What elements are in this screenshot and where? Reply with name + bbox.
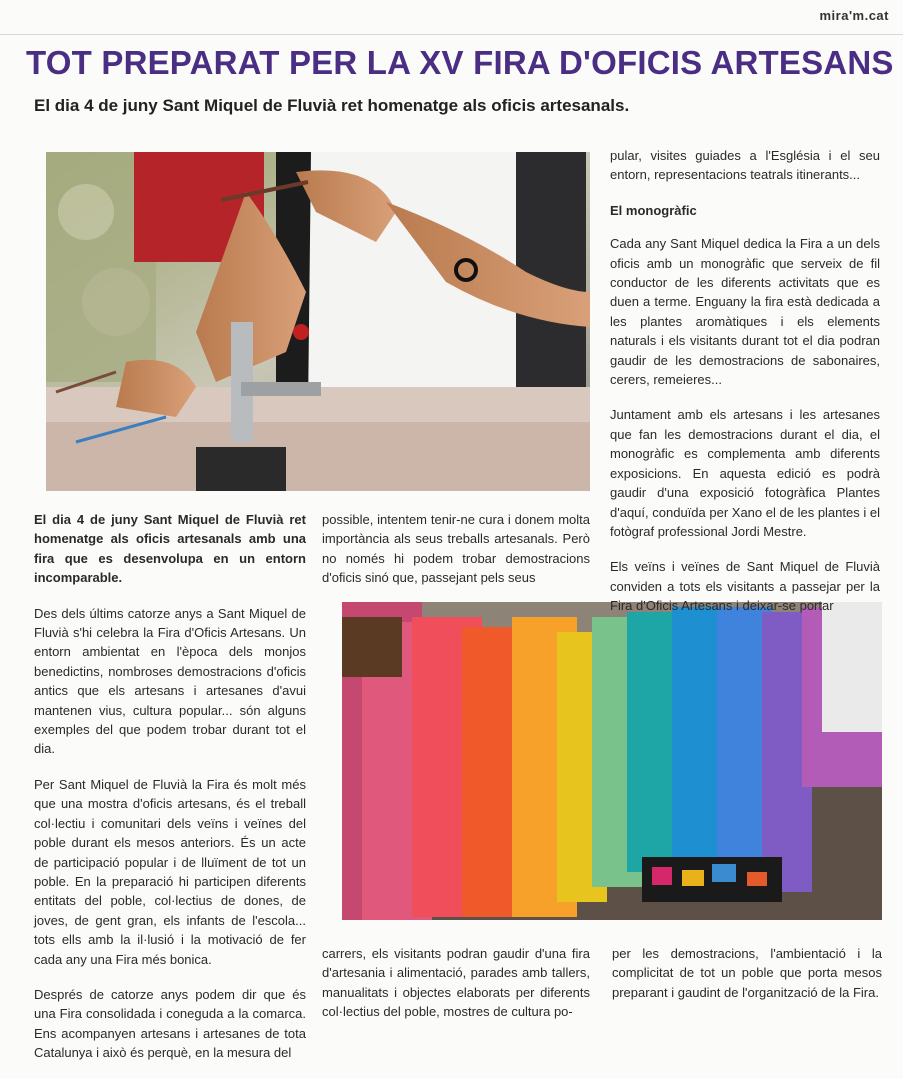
header-divider — [0, 34, 903, 35]
artisan-photo — [46, 152, 590, 491]
column-right-top — [610, 146, 880, 632]
body-paragraph: Juntament amb els artesans i les artesanes que fan les demostracions durant el dia, el monogràfic es complementa amb diferents exposicions. En aquesta edició es podrà gaudir d'una exposició fotogràfica Plantes d'aquí, conduïda per Xano el de les plantes i el fotògraf professional Jordi Mestre. — [610, 407, 880, 539]
body-paragraph: Després de catorze anys podem dir que és una Fira consolidada i coneguda a la comarca. Ens acompanyen artesans i artesanes de tota Catalunya i això és perquè, en la mesura del — [34, 986, 306, 1061]
column-right-bottom — [612, 944, 882, 1018]
article-title: TOT PREPARAT PER LA XV FIRA D'OFICIS ARTESANS — [26, 44, 894, 81]
body-paragraph: carrers, els visitants podran gaudir d'una fira d'artesania i alimentació, parades amb tallers, manualitats i objectes elaborats per diferents col·lectius del poble, mostres de cultura po- — [322, 946, 590, 1020]
column-left — [34, 510, 306, 1079]
body-paragraph: Els veïns i veïnes de Sant Miquel de Fluvià conviden a tots els visitants a passejar per la Fira d'Oficis Artesans i deixar-se portar — [610, 559, 880, 614]
article-subtitle: El dia 4 de juny Sant Miquel de Fluvià ret homenatge als oficis artesanals. — [34, 96, 630, 115]
body-paragraph: Des dels últims catorze anys a Sant Miquel de Fluvià s'hi celebra la Fira d'Oficis Artesans. Un entorn ambientat en l'època dels monjos benedictins, nombroses demostracions d'oficis antics que els artesans i artesanes d'avui mantenen vius, cultura popular... són alguns exemples del que podem trobar durant tot el dia. — [34, 605, 306, 757]
scarves-photo — [342, 602, 882, 920]
lead-paragraph: El dia 4 de juny Sant Miquel de Fluvià ret homenatge als oficis artesanals amb una fira que es desenvolupa en un entorn incomparable. — [34, 512, 306, 586]
column-middle-top — [322, 510, 590, 604]
body-paragraph: Cada any Sant Miquel dedica la Fira a un dels oficis amb un monogràfic que serveix de fil conductor de les diferents activitats que es duen a terme. Enguany la fira està dedicada a les plantes aromàtiques i els elements naturals i els visitants durant tot el dia podran gaudir de les demostracions de sabonaires, cerers, remeieres... — [610, 236, 880, 388]
body-paragraph: pular, visites guiades a l'Església i el seu entorn, representacions teatrals itinerants... — [610, 148, 880, 183]
body-paragraph: per les demostracions, l'ambientació i la complicitat de tot un poble que porta mesos preparant i gaudint de l'organització de la Fira. — [612, 946, 882, 1000]
body-paragraph: Per Sant Miquel de Fluvià la Fira és molt més que una mostra d'oficis artesans, és el treball col·lectiu i comunitari dels veïns i veïnes del poble durant els mesos anteriors. És un acte de participació popular i de lluïment de tot un poble. En la preparació hi participen diferents entitats del poble, col·lectius de dones, de joves, de gent gran, els infants de l'escola... tots ells amb la il·lusió i la motivació de fer cada any una Fira més bonica. — [34, 776, 306, 967]
body-paragraph: possible, intentem tenir-ne cura i donem molta importància als seus treballs artesanals. Però no només hi podem trobar demostracions d'oficis sinó que, passejant pels seus — [322, 512, 590, 586]
brand-logo: mira'm.cat — [819, 8, 889, 23]
section-heading: El monogràfic — [610, 202, 697, 218]
